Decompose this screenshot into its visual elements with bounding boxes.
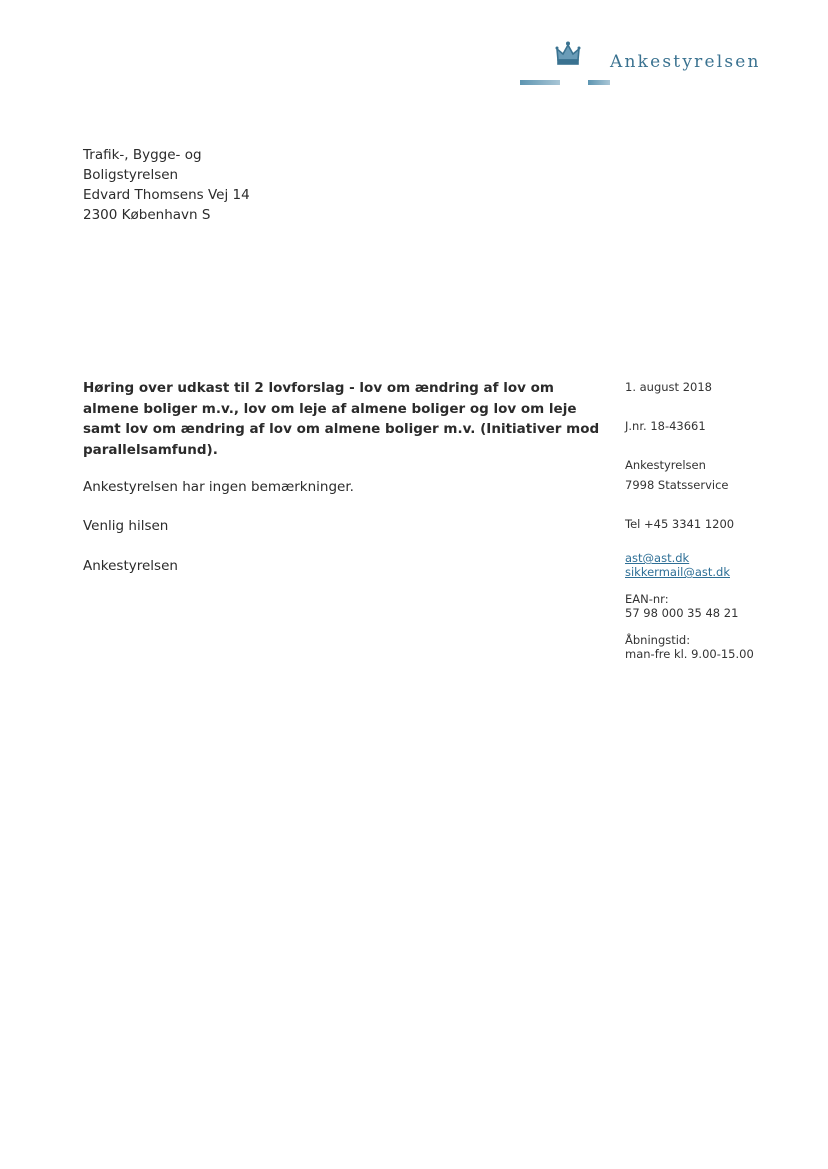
secure-email-link[interactable] [625,565,730,579]
recipient-line: Boligstyrelsen [83,167,179,183]
logo-bar-left [520,80,560,85]
recipient-line: Edvard Thomsens Vej 14 [83,187,250,203]
letter-date: 1. august 2018 [625,380,712,394]
recipient-line: 2300 København S [83,207,211,223]
letter-subject: Høring over udkast til 2 lovforslag - lov om ændring af lov om almene boliger m.v., lov om leje af almene boliger og lov om leje samt lov om ændring af lov om almene boliger m.v. (Initiativer mod parallelsamfund). [83,380,600,458]
sender-phone: Tel +45 3341 1200 [625,517,735,531]
ean-value: 57 98 000 35 48 21 [625,606,739,620]
secure-email-link-text[interactable]: sikkermail@ast.dk [625,565,730,579]
header-logo [520,40,800,90]
closing: Venlig hilsen [83,518,169,534]
sender-address: 7998 Statsservice [625,478,729,492]
crown-icon [554,40,582,68]
brand-name: Ankestyrelsen [610,52,761,72]
email-link-text[interactable]: ast@ast.dk [625,551,690,565]
journal-number: J.nr. 18-43661 [625,419,706,433]
ean-label: EAN-nr: [625,592,669,606]
recipient-line: Trafik-, Bygge- og [83,147,202,163]
signature: Ankestyrelsen [83,558,178,574]
recipient-address [83,145,250,225]
body-paragraph: Ankestyrelsen har ingen bemærkninger. [83,479,354,495]
opening-hours-value: man-fre kl. 9.00-15.00 [625,647,754,661]
sender-org: Ankestyrelsen [625,458,706,472]
logo-bar-right [588,80,610,85]
email-link[interactable] [625,551,689,565]
opening-hours-label: Åbningstid: [625,633,691,647]
